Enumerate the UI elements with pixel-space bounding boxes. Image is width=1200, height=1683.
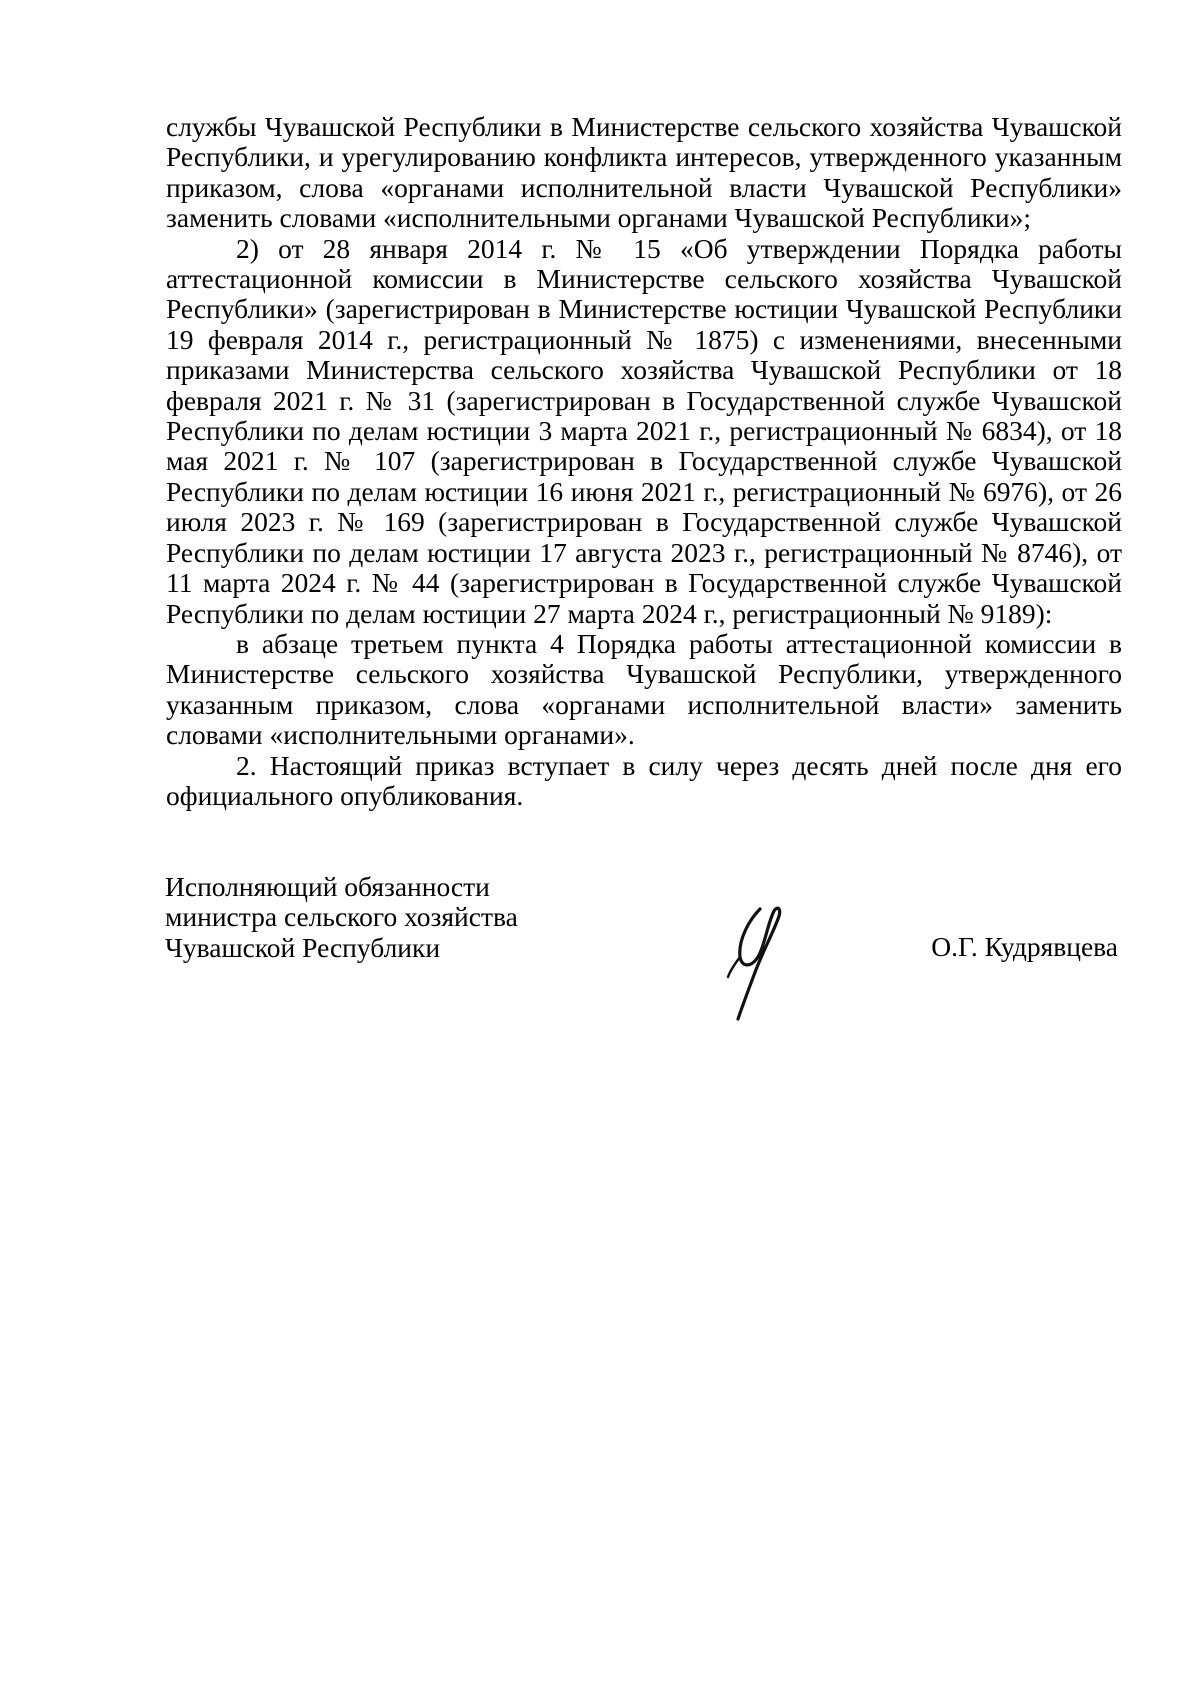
signatory-title-line-2: министра сельского хозяйства	[165, 901, 518, 933]
handwritten-signature-icon	[716, 895, 796, 1025]
paragraph-2: 2) от 28 января 2014 г. № 15 «Об утверждении Порядка работы аттестационной комиссии в Министерстве сельского хозяйства Чувашской Республики» (зарегистрирован в Министерстве юстиции Чувашской Республики 19 февраля 2014 г., регистрационный № 1875) с изменениями, внесенными приказами Министерства сельского хозяйства Чувашской Республики от 18 февраля 2021 г. № 31 (зарегистрирован в Государственной службе Чувашской Республики по делам юстиции 3 марта 2021 г., регистрационный № 6834), от 18 мая 2021 г. № 107 (зарегистрирован в Государственной службе Чувашской Республики по делам юстиции 16 июня 2021 г., регистрационный № 6976), от 26 июля 2023 г. № 169 (зарегистрирован в Государственной службе Чувашской Республики по делам юстиции 17 августа 2023 г., регистрационный № 8746), от 11 марта 2024 г. № 44 (зарегистрирован в Государственной службе Чувашской Республики по делам юстиции 27 марта 2024 г., регистрационный № 9189):	[166, 232, 1122, 629]
signatory-name: О.Г. Кудрявцева	[931, 931, 1118, 962]
paragraph-4: 2. Настоящий приказ вступает в силу через десять дней после дня его официального опубликования.	[166, 749, 1122, 811]
signatory-title	[165, 872, 585, 963]
paragraph-3: в абзаце третьем пункта 4 Порядка работы аттестационной комиссии в Министерстве сельского хозяйства Чувашской Республики, утвержденного указанным приказом, слова «органами исполнительной власти» заменить словами «исполнительными органами».	[166, 627, 1122, 751]
signatory-title-line-1: Исполняющий обязанности	[165, 871, 490, 902]
signatory-title-line-3: Чувашской Республики	[165, 931, 441, 963]
paragraph-1: службы Чувашской Республики в Министерстве сельского хозяйства Чувашской Республики, и урегулированию конфликта интересов, утвержденного указанным приказом, слова «органами исполнительной власти Чувашской Республики» заменить словами «исполнительными органами Чувашской Республики»;	[166, 111, 1122, 234]
document-body	[166, 112, 1122, 811]
